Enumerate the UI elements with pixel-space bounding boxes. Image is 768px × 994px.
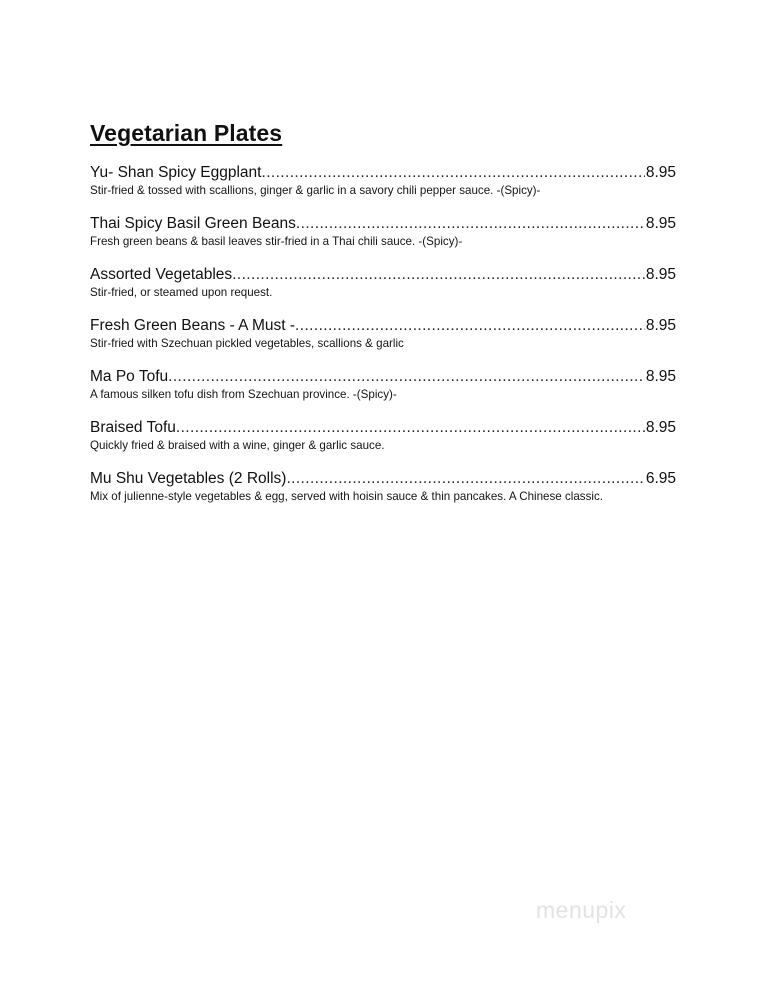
- menu-item-mu-shu-vegetables: [90, 469, 676, 520]
- menu-item-name: Thai Spicy Basil Green Beans: [90, 215, 296, 232]
- dot-leader: [295, 316, 645, 336]
- menu-item-price: 8.95: [645, 215, 676, 232]
- menu-item-description: A famous silken tofu dish from Szechuan province. -(Spicy)-: [90, 388, 397, 401]
- menu-item-row: [90, 265, 676, 285]
- dot-leader: [168, 367, 645, 387]
- menu-item-yu-shan-spicy-eggplant: [90, 163, 676, 214]
- menu-item-ma-po-tofu: [90, 367, 676, 418]
- menu-item-description: Stir-fried & tossed with scallions, ginger & garlic in a savory chili pepper sauce. -(Spicy)-: [90, 184, 541, 197]
- menu-item-row: [90, 214, 676, 234]
- menu-item-description: Quickly fried & braised with a wine, ginger & garlic sauce.: [90, 439, 385, 452]
- menu-item-price: 8.95: [645, 164, 676, 181]
- menu-item-row: [90, 316, 676, 336]
- menu-item-description: Mix of julienne-style vegetables & egg, served with hoisin sauce & thin pancakes. A Chinese classic.: [90, 490, 603, 503]
- menu-item-name: Assorted Vegetables: [90, 266, 233, 283]
- menu-item-row: [90, 163, 676, 183]
- menu-item-price: 8.95: [645, 317, 676, 334]
- menupix-watermark: menupix: [536, 897, 627, 923]
- menu-item-price: 8.95: [645, 266, 676, 283]
- menu-item-price: 8.95: [645, 368, 676, 385]
- menu-item-fresh-green-beans: [90, 316, 676, 367]
- dot-leader: [286, 469, 644, 489]
- menu-item-price: 8.95: [645, 419, 676, 436]
- dot-leader: [296, 214, 645, 234]
- menu-list: [90, 163, 676, 520]
- menu-item-row: [90, 418, 676, 438]
- menu-item-assorted-vegetables: [90, 265, 676, 316]
- menu-item-braised-tofu: [90, 418, 676, 469]
- menu-item-name: Mu Shu Vegetables (2 Rolls): [90, 470, 287, 487]
- dot-leader: [176, 418, 645, 438]
- dot-leader: [232, 265, 645, 285]
- section-title: Vegetarian Plates: [90, 120, 283, 146]
- menu-item-price: 6.95: [645, 470, 676, 487]
- menu-item-description: Fresh green beans & basil leaves stir-fried in a Thai chili sauce. -(Spicy)-: [90, 235, 463, 248]
- menu-item-description: Stir-fried, or steamed upon request.: [90, 286, 273, 299]
- menu-item-name: Ma Po Tofu: [90, 368, 169, 385]
- dot-leader: [261, 163, 644, 183]
- menu-item-name: Braised Tofu: [90, 419, 176, 436]
- menu-item-name: Yu- Shan Spicy Eggplant: [90, 164, 262, 181]
- menu-item-thai-spicy-basil-green-beans: [90, 214, 676, 265]
- menu-item-row: [90, 367, 676, 387]
- menu-item-name: Fresh Green Beans - A Must -: [90, 317, 296, 334]
- menu-item-row: [90, 469, 676, 489]
- menu-item-description: Stir-fried with Szechuan pickled vegetables, scallions & garlic: [90, 337, 404, 350]
